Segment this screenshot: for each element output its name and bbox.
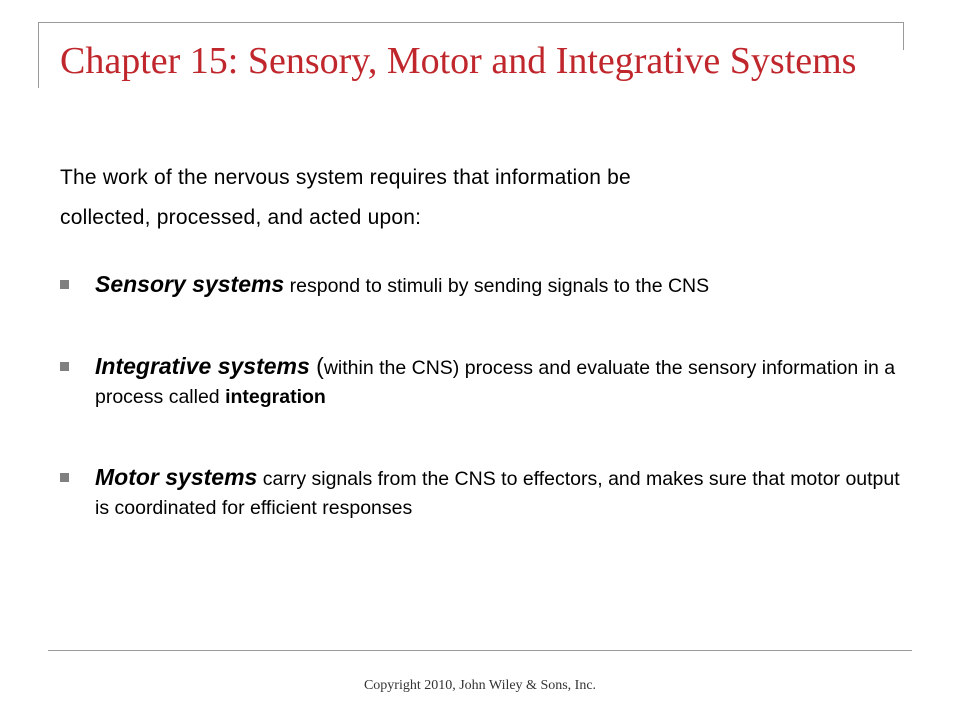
intro-line-2: collected, processed, and acted upon: bbox=[60, 206, 422, 229]
square-bullet-icon bbox=[60, 473, 69, 482]
frame-left-rule bbox=[38, 22, 39, 88]
bullet-integrative-systems bbox=[60, 352, 900, 412]
intro-paragraph bbox=[60, 158, 900, 238]
square-bullet-icon bbox=[60, 280, 69, 289]
bullet-sensory-systems bbox=[60, 270, 900, 301]
bullet-term: Sensory systems bbox=[95, 271, 285, 297]
bullet-motor-systems bbox=[60, 463, 900, 523]
frame-right-stub bbox=[903, 22, 904, 50]
bullet-list bbox=[60, 270, 900, 523]
intro-line-1: The work of the nervous system requires that information be bbox=[60, 166, 631, 189]
bullet-text: carry signals from the CNS to effectors, and makes sure that motor output is coordinated for efficient responses bbox=[95, 468, 900, 519]
slide-title: Chapter 15: Sensory, Motor and Integrative Systems bbox=[60, 40, 857, 82]
square-bullet-icon bbox=[60, 362, 69, 371]
copyright-footer: Copyright 2010, John Wiley & Sons, Inc. bbox=[363, 678, 597, 693]
frame-bottom-rule bbox=[48, 650, 912, 651]
frame-top-rule bbox=[38, 22, 904, 23]
bullet-text: within the CNS) process and evaluate the sensory information in a process called bbox=[95, 357, 896, 408]
bullet-term: Motor systems bbox=[95, 464, 258, 490]
bullet-paren: ( bbox=[309, 353, 324, 379]
bullet-text: respond to stimuli by sending signals to the CNS bbox=[284, 275, 710, 297]
bullet-term: Integrative systems bbox=[95, 353, 310, 379]
bullet-emphasis: integration bbox=[225, 386, 326, 408]
